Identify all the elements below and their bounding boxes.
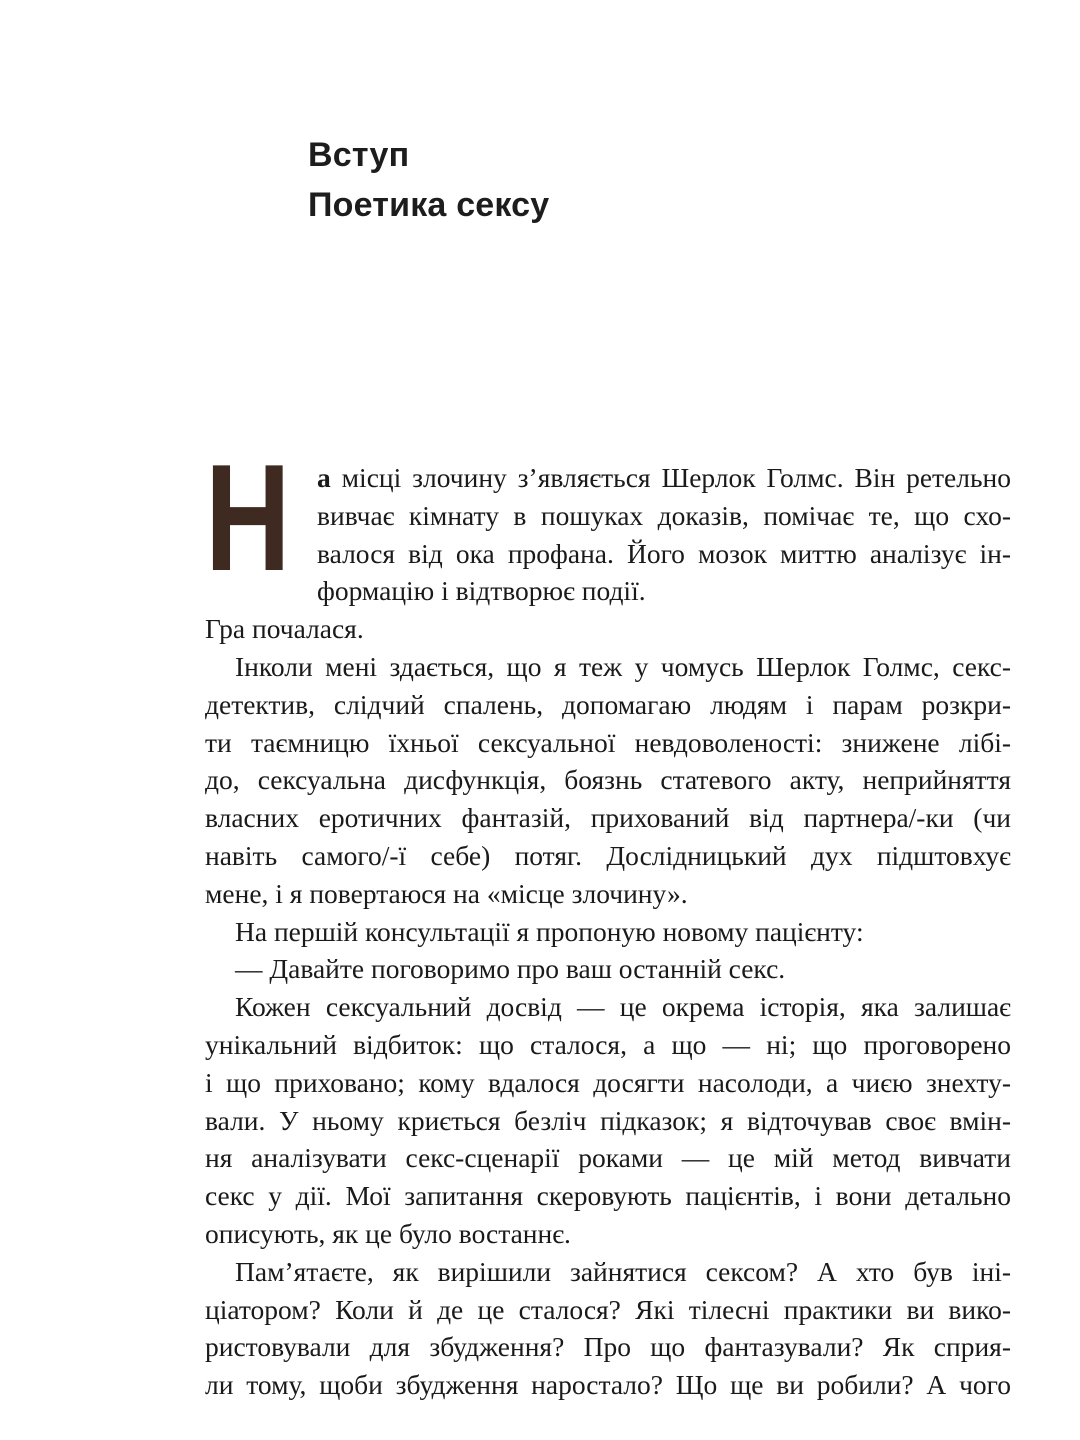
text-line: Пам’ятаєте, як вирішили зайнятися сексом? А хто був іні- [235, 1255, 1011, 1287]
paragraph [205, 648, 1011, 913]
text-line: навіть самого/-ї себе) потяг. Дослідницький дух підштовхує [205, 839, 1011, 871]
text-line: ти таємницю їхньої сексуальної невдоволеності: знижене лібі- [205, 726, 1011, 758]
text-line: Інколи мені здається, що я теж у чомусь Шерлок Голмс, секс- [235, 650, 1011, 682]
text-line: ли тому, щоби збудження наростало? Що ще ви робили? А чого [205, 1369, 1011, 1401]
paragraph [205, 433, 1011, 610]
paragraph [205, 988, 1011, 1253]
text-line: секс у дії. Мої запитання скеровують пацієнтів, і вони детально [205, 1180, 1011, 1212]
text-line: ристовували для збудження? Про що фантазували? Як сприя- [205, 1331, 1011, 1363]
drop-cap [205, 433, 293, 603]
paragraph [205, 610, 1011, 648]
chapter-title-name: Поетика сексу [308, 186, 550, 224]
body-text [205, 433, 1011, 1404]
paragraphs [205, 433, 1011, 1404]
text-line: вали. У ньому криється безліч підказок; я відточував своє вмін- [205, 1104, 1011, 1136]
text-line: — Давайте поговоримо про ваш останній секс. [235, 953, 786, 985]
drop-cap-glyph: Н [205, 433, 291, 603]
text-line: ня аналізувати секс-сценарії роками — це мій метод вивчати [205, 1142, 1011, 1174]
text-line: і що приховано; кому вдалося досягти насолоди, а чиєю знехту- [205, 1066, 1011, 1098]
paragraph [205, 950, 1011, 988]
text-line: унікальний відбиток: що сталося, а що — ні; що проговорено [205, 1028, 1011, 1060]
text-line: На першій консультації я пропоную новому пацієнту: [235, 915, 864, 947]
text-line: Гра почалася. [205, 613, 364, 645]
text-line: формацію і відтворює події. [317, 575, 646, 607]
text-line: описують, як це було востаннє. [205, 1217, 571, 1249]
text-line: вивчає кімнату в пошуках доказів, помічає те, що схо- [317, 499, 1011, 531]
text-line: валося від ока профана. Його мозок миттю аналізує ін- [317, 537, 1011, 569]
text-line: мене, і я повертаюся на «місце злочину». [205, 877, 688, 909]
text-line: а місці злочину з’являється Шерлок Голмс. Він ретельно [317, 462, 1011, 493]
text-line: ціатором? Коли й де це сталося? Які тілесні практики ви вико- [205, 1293, 1011, 1325]
paragraph [205, 1253, 1011, 1404]
chapter-title [308, 130, 549, 230]
paragraph [205, 913, 1011, 951]
text-line: власних еротичних фантазій, прихований від партнера/-ки (чи [205, 802, 1011, 834]
text-line: детектив, слідчий спалень, допомагаю людям і парам розкри- [205, 688, 1011, 720]
text-line: до, сексуальна дисфункція, боязнь статевого акту, неприйняття [205, 764, 1011, 796]
text-line: Кожен сексуальний досвід — це окрема історія, яка залишає [235, 991, 1011, 1023]
chapter-title-kicker: Вступ [308, 136, 410, 174]
